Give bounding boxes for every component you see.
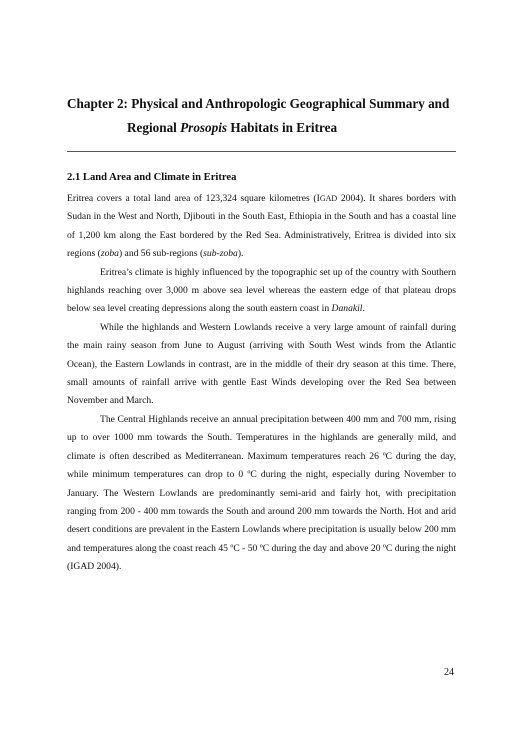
section-heading: 2.1 Land Area and Climate in Eritrea: [67, 172, 237, 183]
text-run: 2004). It shares borders with Sudan in the West and North, Djibouti in the South East, Ethiopia in the South and has a coastal line of 1,200 km along the East bordered by the Red Sea. Administratively, Eritrea is divided into six regions (: [67, 193, 457, 260]
chapter-title-line-2: [67, 116, 487, 140]
paragraph-3: While the highlands and Western Lowlands receive a very large amount of rainfall during the main rainy season from June to August (arriving with South West winds from the Atlantic Ocean), the Eastern Lowlands in contrast, are in the middle of their dry season at this time. There, small amounts of rainfall arrive with gentle East Winds developing over the Red Sea between November and March.: [67, 321, 456, 407]
body-text: [67, 190, 456, 577]
text-run: Eritrea covers a total land area of 123,324 square kilometres (I: [67, 193, 320, 204]
chapter-title-text: Habitats in Eritrea: [227, 120, 338, 135]
text-run: Eritrea’s climate is highly influenced by the topographic set up of the country with Southern highlands reaching over 3,000 m above sea level whereas the eastern edge of that plateau drops below sea level creating depressions along the south eastern coast in: [67, 266, 456, 315]
chapter-title: [67, 92, 487, 140]
italic-term: Danakil: [331, 303, 363, 315]
paragraph-2: [67, 264, 456, 319]
text-run: ).: [237, 248, 244, 260]
italic-term: sub-zoba: [203, 248, 238, 260]
italic-term: zoba: [100, 248, 119, 260]
chapter-title-text: Regional: [127, 120, 181, 135]
paragraph-4: The Central Highlands receive an annual precipitation between 400 mm and 700 mm, rising up to over 1000 mm towards the South. Temperatures in the highlands are generally mild, and climate is often described as Mediterranean. Maximum temperatures reach 26 ºC during the day, while minimum temperatures can drop to 0 ºC during the night, especially during November to January. The Western Lowlands are predominantly semi-arid and fairly hot, with precipitation ranging from 200 - 400 mm towards the South and around 200 mm towards the North. Hot and arid desert conditions are prevalent in the Eastern Lowlands where precipitation is usually below 200 mm and temperatures along the coast reach 45 ºC - 50 ºC during the day and above 20 ºC during the night (IGAD 2004).: [67, 413, 456, 573]
paragraph-1: [67, 190, 456, 264]
chapter-title-line-1: Chapter 2: Physical and Anthropologic Geographical Summary and: [67, 96, 450, 111]
chapter-title-genus: Prosopis: [180, 120, 228, 135]
text-run: .: [362, 303, 365, 315]
text-run: ) and 56 sub-regions (: [118, 248, 204, 260]
horizontal-rule: [67, 151, 456, 152]
small-caps-text: GAD: [319, 194, 338, 203]
page-number: 24: [444, 667, 454, 678]
